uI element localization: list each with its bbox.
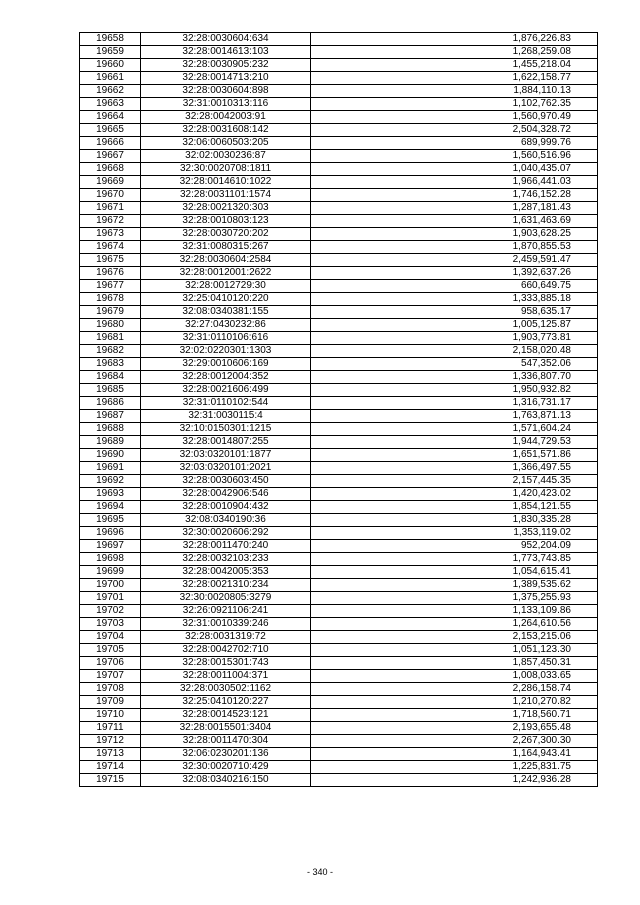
amount-cell: 1,268,259.08 [311, 46, 598, 59]
amount-cell: 2,459,591.47 [311, 254, 598, 267]
cadastral-number-cell: 32:28:0021310:234 [141, 579, 311, 592]
table-row [80, 670, 598, 683]
row-number-cell: 19685 [80, 384, 141, 397]
cadastral-number-cell: 32:31:0010339:246 [141, 618, 311, 631]
cadastral-number-cell: 32:28:0030720:202 [141, 228, 311, 241]
table-row [80, 46, 598, 59]
table-row [80, 631, 598, 644]
amount-cell: 1,884,110.13 [311, 85, 598, 98]
table-row [80, 449, 598, 462]
amount-cell: 1,336,807.70 [311, 371, 598, 384]
row-number-cell: 19700 [80, 579, 141, 592]
row-number-cell: 19669 [80, 176, 141, 189]
amount-cell: 1,054,615.41 [311, 566, 598, 579]
cadastral-number-cell: 32:28:0012001:2622 [141, 267, 311, 280]
amount-cell: 1,455,218.04 [311, 59, 598, 72]
table-row [80, 85, 598, 98]
row-number-cell: 19664 [80, 111, 141, 124]
cadastral-number-cell: 32:31:0080315:267 [141, 241, 311, 254]
cadastral-number-cell: 32:28:0032103:233 [141, 553, 311, 566]
amount-cell: 1,718,560.71 [311, 709, 598, 722]
cadastral-number-cell: 32:28:0042702:710 [141, 644, 311, 657]
cadastral-number-cell: 32:29:0010606:169 [141, 358, 311, 371]
table-row [80, 592, 598, 605]
amount-cell: 1,560,970.49 [311, 111, 598, 124]
row-number-cell: 19678 [80, 293, 141, 306]
table-row [80, 748, 598, 761]
table-row [80, 644, 598, 657]
cadastral-number-cell: 32:31:0030115:4 [141, 410, 311, 423]
cadastral-number-cell: 32:30:0020606:292 [141, 527, 311, 540]
row-number-cell: 19660 [80, 59, 141, 72]
table-row [80, 176, 598, 189]
amount-cell: 1,133,109.86 [311, 605, 598, 618]
amount-cell: 1,040,435.07 [311, 163, 598, 176]
amount-cell: 1,903,628.25 [311, 228, 598, 241]
row-number-cell: 19661 [80, 72, 141, 85]
amount-cell: 1,622,158.77 [311, 72, 598, 85]
table-row [80, 488, 598, 501]
amount-cell: 1,102,762.35 [311, 98, 598, 111]
cadastral-number-cell: 32:31:0110106:616 [141, 332, 311, 345]
amount-cell: 547,352.06 [311, 358, 598, 371]
row-number-cell: 19658 [80, 33, 141, 46]
table-row [80, 358, 598, 371]
table-row [80, 137, 598, 150]
table-row [80, 540, 598, 553]
cadastral-number-cell: 32:28:0014523:121 [141, 709, 311, 722]
cadastral-number-cell: 32:06:0230201:136 [141, 748, 311, 761]
row-number-cell: 19706 [80, 657, 141, 670]
row-number-cell: 19662 [80, 85, 141, 98]
cadastral-number-cell: 32:28:0030604:2584 [141, 254, 311, 267]
amount-cell: 958,635.17 [311, 306, 598, 319]
table-row [80, 319, 598, 332]
table-row [80, 514, 598, 527]
cadastral-number-cell: 32:28:0031608:142 [141, 124, 311, 137]
amount-cell: 1,966,441.03 [311, 176, 598, 189]
amount-cell: 1,854,121.55 [311, 501, 598, 514]
amount-cell: 2,193,655.48 [311, 722, 598, 735]
cadastral-number-cell: 32:28:0011004:371 [141, 670, 311, 683]
cadastral-number-cell: 32:28:0015501:3404 [141, 722, 311, 735]
amount-cell: 1,631,463.69 [311, 215, 598, 228]
row-number-cell: 19680 [80, 319, 141, 332]
row-number-cell: 19677 [80, 280, 141, 293]
cadastral-number-cell: 32:08:0340190:36 [141, 514, 311, 527]
table-row [80, 397, 598, 410]
row-number-cell: 19683 [80, 358, 141, 371]
table-row [80, 150, 598, 163]
table-row [80, 215, 598, 228]
table-row [80, 475, 598, 488]
row-number-cell: 19709 [80, 696, 141, 709]
table-row [80, 228, 598, 241]
amount-cell: 2,157,445.35 [311, 475, 598, 488]
amount-cell: 1,773,743.85 [311, 553, 598, 566]
row-number-cell: 19687 [80, 410, 141, 423]
table-row [80, 241, 598, 254]
cadastral-number-cell: 32:25:0410120:220 [141, 293, 311, 306]
table-row [80, 345, 598, 358]
amount-cell: 2,153,215.06 [311, 631, 598, 644]
amount-cell: 689,999.76 [311, 137, 598, 150]
amount-cell: 1,008,033.65 [311, 670, 598, 683]
row-number-cell: 19688 [80, 423, 141, 436]
cadastral-number-cell: 32:08:0340381:155 [141, 306, 311, 319]
cadastral-number-cell: 32:28:0012729:30 [141, 280, 311, 293]
cadastral-number-cell: 32:28:0030603:450 [141, 475, 311, 488]
amount-cell: 2,158,020.48 [311, 345, 598, 358]
cadastral-number-cell: 32:28:0012004:352 [141, 371, 311, 384]
row-number-cell: 19668 [80, 163, 141, 176]
amount-cell: 1,210,270.82 [311, 696, 598, 709]
amount-cell: 1,353,119.02 [311, 527, 598, 540]
cadastral-number-cell: 32:28:0042005:353 [141, 566, 311, 579]
cadastral-number-cell: 32:28:0010803:123 [141, 215, 311, 228]
row-number-cell: 19707 [80, 670, 141, 683]
table-row [80, 254, 598, 267]
table-row [80, 72, 598, 85]
row-number-cell: 19673 [80, 228, 141, 241]
row-number-cell: 19686 [80, 397, 141, 410]
table-row [80, 553, 598, 566]
amount-cell: 1,857,450.31 [311, 657, 598, 670]
cadastral-number-cell: 32:28:0014713:210 [141, 72, 311, 85]
row-number-cell: 19712 [80, 735, 141, 748]
data-table [79, 32, 598, 787]
row-number-cell: 19704 [80, 631, 141, 644]
table-row [80, 332, 598, 345]
cadastral-number-cell: 32:08:0340216:150 [141, 774, 311, 787]
table-row [80, 527, 598, 540]
amount-cell: 1,870,855.53 [311, 241, 598, 254]
cadastral-number-cell: 32:06:0060503:205 [141, 137, 311, 150]
table-row [80, 59, 598, 72]
row-number-cell: 19670 [80, 189, 141, 202]
cadastral-number-cell: 32:28:0030604:898 [141, 85, 311, 98]
amount-cell: 1,287,181.43 [311, 202, 598, 215]
row-number-cell: 19672 [80, 215, 141, 228]
cadastral-number-cell: 32:30:0020708:1811 [141, 163, 311, 176]
table-row [80, 33, 598, 46]
cadastral-number-cell: 32:28:0011470:304 [141, 735, 311, 748]
table-row [80, 280, 598, 293]
amount-cell: 1,375,255.93 [311, 592, 598, 605]
row-number-cell: 19675 [80, 254, 141, 267]
cadastral-number-cell: 32:03:0320101:1877 [141, 449, 311, 462]
row-number-cell: 19697 [80, 540, 141, 553]
table-row [80, 98, 598, 111]
table-row [80, 501, 598, 514]
row-number-cell: 19694 [80, 501, 141, 514]
row-number-cell: 19665 [80, 124, 141, 137]
cadastral-number-cell: 32:28:0014610:1022 [141, 176, 311, 189]
amount-cell: 1,225,831.75 [311, 761, 598, 774]
cadastral-number-cell: 32:28:0030604:634 [141, 33, 311, 46]
row-number-cell: 19663 [80, 98, 141, 111]
row-number-cell: 19690 [80, 449, 141, 462]
amount-cell: 1,242,936.28 [311, 774, 598, 787]
row-number-cell: 19699 [80, 566, 141, 579]
amount-cell: 1,264,610.56 [311, 618, 598, 631]
amount-cell: 1,651,571.86 [311, 449, 598, 462]
amount-cell: 660,649.75 [311, 280, 598, 293]
table-row [80, 566, 598, 579]
cadastral-number-cell: 32:25:0410120:227 [141, 696, 311, 709]
table-row [80, 605, 598, 618]
cadastral-number-cell: 32:27:0430232:86 [141, 319, 311, 332]
row-number-cell: 19695 [80, 514, 141, 527]
amount-cell: 2,286,158.74 [311, 683, 598, 696]
cadastral-number-cell: 32:31:0010313:116 [141, 98, 311, 111]
row-number-cell: 19703 [80, 618, 141, 631]
amount-cell: 1,389,535.62 [311, 579, 598, 592]
row-number-cell: 19684 [80, 371, 141, 384]
table-row [80, 696, 598, 709]
amount-cell: 1,560,516.96 [311, 150, 598, 163]
row-number-cell: 19711 [80, 722, 141, 735]
row-number-cell: 19708 [80, 683, 141, 696]
cadastral-number-cell: 32:28:0030502:1162 [141, 683, 311, 696]
row-number-cell: 19659 [80, 46, 141, 59]
cadastral-number-cell: 32:28:0021320:303 [141, 202, 311, 215]
amount-cell: 1,944,729.53 [311, 436, 598, 449]
amount-cell: 1,051,123.30 [311, 644, 598, 657]
row-number-cell: 19710 [80, 709, 141, 722]
row-number-cell: 19689 [80, 436, 141, 449]
amount-cell: 1,763,871.13 [311, 410, 598, 423]
table-row [80, 761, 598, 774]
row-number-cell: 19705 [80, 644, 141, 657]
table-row [80, 462, 598, 475]
amount-cell: 1,366,497.55 [311, 462, 598, 475]
table-row [80, 306, 598, 319]
table-row [80, 579, 598, 592]
cadastral-number-cell: 32:28:0031319:72 [141, 631, 311, 644]
cadastral-number-cell: 32:28:0031101:1574 [141, 189, 311, 202]
table-row [80, 189, 598, 202]
cadastral-number-cell: 32:31:0110102:544 [141, 397, 311, 410]
row-number-cell: 19713 [80, 748, 141, 761]
amount-cell: 1,420,423.02 [311, 488, 598, 501]
row-number-cell: 19682 [80, 345, 141, 358]
row-number-cell: 19696 [80, 527, 141, 540]
table-row [80, 384, 598, 397]
amount-cell: 1,005,125.87 [311, 319, 598, 332]
amount-cell: 1,950,932.82 [311, 384, 598, 397]
table-row [80, 202, 598, 215]
table-row [80, 657, 598, 670]
row-number-cell: 19702 [80, 605, 141, 618]
row-number-cell: 19693 [80, 488, 141, 501]
amount-cell: 1,392,637.26 [311, 267, 598, 280]
cadastral-number-cell: 32:02:0030236:87 [141, 150, 311, 163]
table-row [80, 423, 598, 436]
cadastral-number-cell: 32:28:0010904:432 [141, 501, 311, 514]
table-row [80, 267, 598, 280]
table-row [80, 683, 598, 696]
row-number-cell: 19676 [80, 267, 141, 280]
cadastral-number-cell: 32:30:0020805:3279 [141, 592, 311, 605]
amount-cell: 1,903,773.81 [311, 332, 598, 345]
cadastral-number-cell: 32:28:0014613:103 [141, 46, 311, 59]
cadastral-number-cell: 32:03:0320101:2021 [141, 462, 311, 475]
row-number-cell: 19698 [80, 553, 141, 566]
cadastral-number-cell: 32:02:0220301:1303 [141, 345, 311, 358]
cadastral-number-cell: 32:28:0014807:255 [141, 436, 311, 449]
amount-cell: 1,164,943.41 [311, 748, 598, 761]
table-row [80, 436, 598, 449]
row-number-cell: 19692 [80, 475, 141, 488]
row-number-cell: 19691 [80, 462, 141, 475]
row-number-cell: 19666 [80, 137, 141, 150]
table-row [80, 722, 598, 735]
cadastral-number-cell: 32:28:0030905:232 [141, 59, 311, 72]
amount-cell: 1,333,885.18 [311, 293, 598, 306]
table-body [80, 33, 598, 787]
table-row [80, 618, 598, 631]
row-number-cell: 19714 [80, 761, 141, 774]
table-row [80, 774, 598, 787]
row-number-cell: 19681 [80, 332, 141, 345]
amount-cell: 2,504,328.72 [311, 124, 598, 137]
table-row [80, 735, 598, 748]
cadastral-number-cell: 32:28:0011470:240 [141, 540, 311, 553]
table-row [80, 111, 598, 124]
amount-cell: 952,204.09 [311, 540, 598, 553]
table-row [80, 709, 598, 722]
row-number-cell: 19674 [80, 241, 141, 254]
row-number-cell: 19715 [80, 774, 141, 787]
row-number-cell: 19671 [80, 202, 141, 215]
cadastral-number-cell: 32:30:0020710:429 [141, 761, 311, 774]
cadastral-number-cell: 32:26:0921106:241 [141, 605, 311, 618]
cadastral-number-cell: 32:28:0042906:546 [141, 488, 311, 501]
table-row [80, 293, 598, 306]
table-row [80, 124, 598, 137]
amount-cell: 1,876,226.83 [311, 33, 598, 46]
amount-cell: 1,746,152.28 [311, 189, 598, 202]
cadastral-number-cell: 32:28:0015301:743 [141, 657, 311, 670]
cadastral-number-cell: 32:28:0021606:499 [141, 384, 311, 397]
table-row [80, 410, 598, 423]
row-number-cell: 19701 [80, 592, 141, 605]
table-row [80, 371, 598, 384]
table-row [80, 163, 598, 176]
page-number: - 340 - [306, 867, 333, 877]
amount-cell: 1,571,604.24 [311, 423, 598, 436]
amount-cell: 1,316,731.17 [311, 397, 598, 410]
row-number-cell: 19667 [80, 150, 141, 163]
cadastral-number-cell: 32:28:0042003:91 [141, 111, 311, 124]
amount-cell: 2,267,300.30 [311, 735, 598, 748]
cadastral-number-cell: 32:10:0150301:1215 [141, 423, 311, 436]
amount-cell: 1,830,335.28 [311, 514, 598, 527]
row-number-cell: 19679 [80, 306, 141, 319]
